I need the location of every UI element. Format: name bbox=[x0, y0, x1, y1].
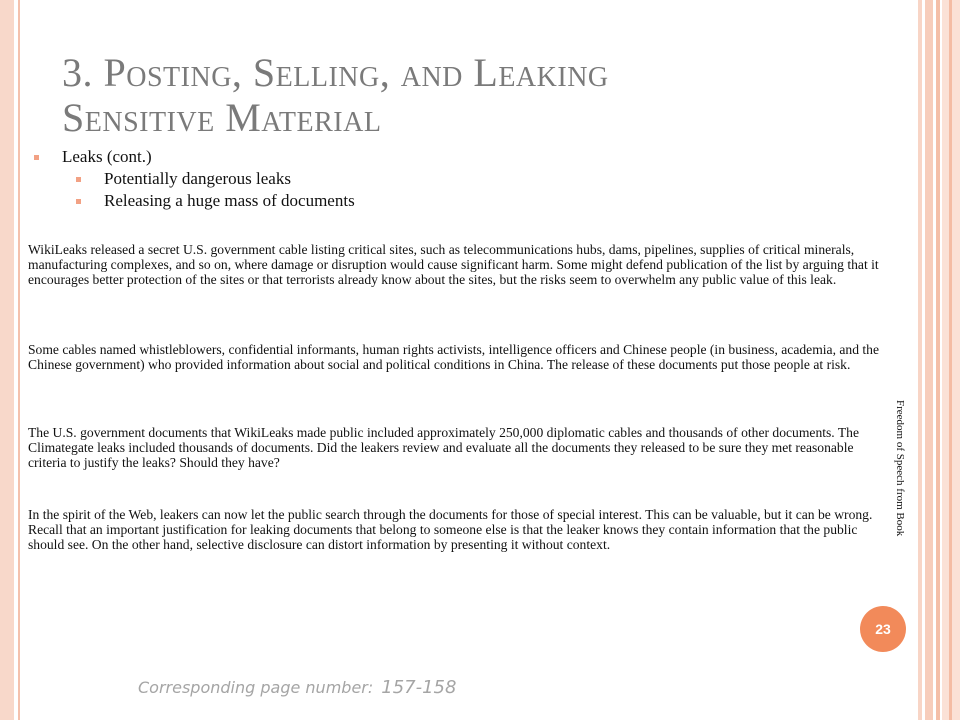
square-bullet-icon bbox=[34, 155, 39, 160]
corresponding-page bbox=[138, 677, 456, 698]
right-stripe bbox=[936, 0, 940, 720]
paragraph: Some cables named whistleblowers, confidential informants, human rights activists, intelligence officers and Chinese people (in business, academia, and the Chinese government) who provided information about social and political conditions in China. The release of these documents put those people at risk. bbox=[28, 342, 880, 372]
paragraph: The U.S. government documents that WikiLeaks made public included approximately 250,000 diplomatic cables and thousands of other documents. The Climategate leaks included thousands of documents. Did the leakers review and evaluate all the documents they released to be sure they met reasonable criteria to justify the leaks? Should they have? bbox=[28, 425, 859, 470]
bullet-list bbox=[30, 146, 355, 212]
corresponding-value: 157-158 bbox=[381, 677, 457, 698]
sub-bullet-text: Potentially dangerous leaks bbox=[104, 169, 291, 188]
paragraph: WikiLeaks released a secret U.S. government cable listing critical sites, such as telecommunications hubs, dams, pipelines, supplies of critical minerals, manufacturing complexes, and so on, where damage or disruption would cause significant harm. Some might defend publication of the list by arguing that it encourages better protection of the sites or that terrorists already know about the sites, but the risks seem to overwhelm any public value of this leak. bbox=[28, 242, 879, 287]
sub-bullet-item bbox=[30, 190, 355, 212]
square-bullet-icon bbox=[76, 177, 81, 182]
right-stripe bbox=[918, 0, 922, 720]
right-stripe bbox=[949, 0, 952, 720]
title-line-1: 3. Posting, Selling, and Leaking bbox=[62, 50, 609, 95]
left-border bbox=[0, 0, 14, 720]
title-line-2: Sensitive Material bbox=[62, 95, 382, 140]
bullet-item bbox=[30, 146, 355, 168]
side-caption: Freedom of Speech from Book bbox=[894, 400, 906, 537]
corresponding-label: Corresponding page number: bbox=[138, 678, 374, 697]
page-number: 23 bbox=[875, 621, 891, 637]
page-number-badge bbox=[860, 606, 906, 652]
paragraph: In the spirit of the Web, leakers can now let the public search through the documents for those of special interest. This can be valuable, but it can be wrong. Recall that an important justification for leaking documents that belong to someone else is that the leaker knows they contain information that the public should see. On the other hand, selective disclosure can distort information by presenting it without context. bbox=[28, 507, 873, 552]
left-border-line bbox=[18, 0, 20, 720]
sub-bullet-text: Releasing a huge mass of documents bbox=[104, 191, 355, 210]
sub-bullet-item bbox=[30, 168, 355, 190]
square-bullet-icon bbox=[76, 199, 81, 204]
bullet-text: Leaks (cont.) bbox=[62, 147, 152, 166]
right-stripe bbox=[925, 0, 933, 720]
slide-title bbox=[62, 50, 822, 140]
